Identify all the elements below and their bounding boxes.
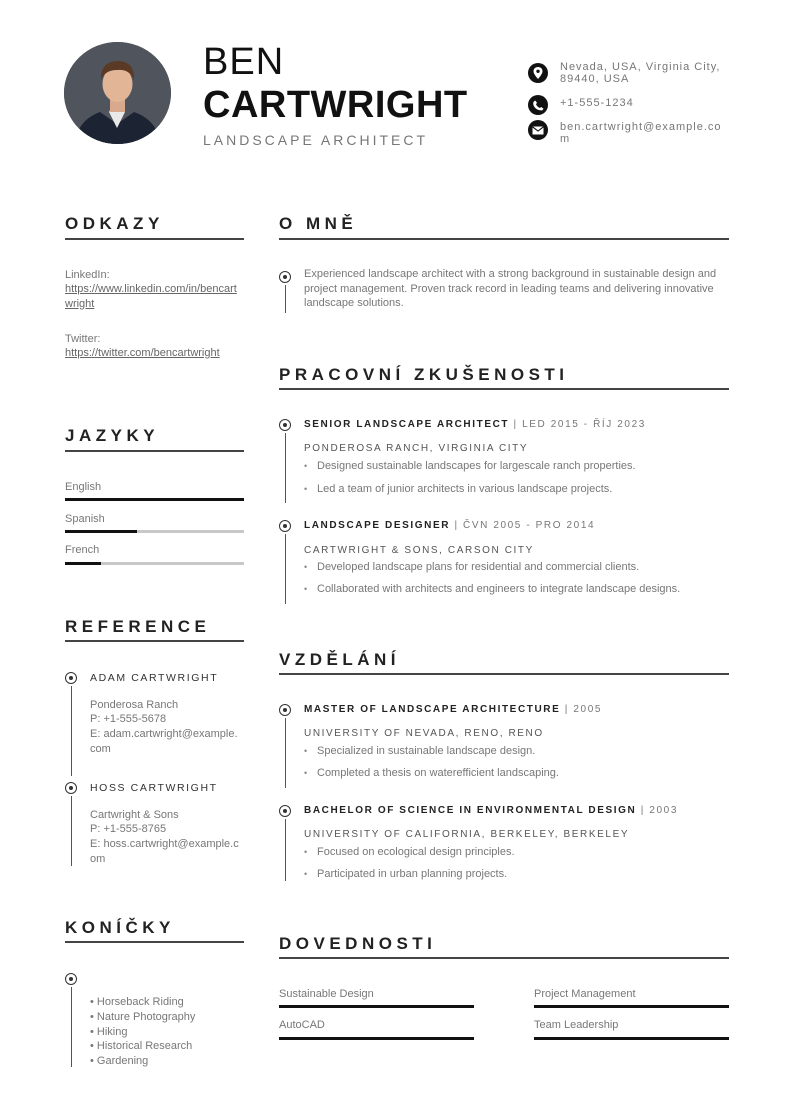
hobby-label: Hiking xyxy=(96,1026,128,1038)
skill-name: Project Management xyxy=(534,988,636,1000)
education-bullet: • Completed a thesis on waterefficient landscaping. xyxy=(317,766,559,780)
timeline-dot-icon xyxy=(279,520,291,532)
timeline-dot-icon xyxy=(65,973,77,985)
timeline-dot-icon xyxy=(279,271,291,283)
address-text: Nevada, USA, Virginia City, 89440, USA xyxy=(560,61,721,85)
job-role: SENIOR LANDSCAPE ARCHITECT xyxy=(304,419,510,430)
links-divider xyxy=(65,238,244,240)
languages-section-title: JAZYKY xyxy=(65,426,160,445)
language-bar-fill xyxy=(65,498,244,501)
skill-bar-fill xyxy=(279,1037,474,1040)
hobby-label: Horseback Riding xyxy=(96,996,184,1008)
language-name: Spanish xyxy=(65,513,105,525)
degree-year: 2005 xyxy=(573,704,603,715)
reference-phone: P: +1-555-8765 xyxy=(90,823,167,835)
profile-photo-image xyxy=(64,42,171,144)
contact-phone xyxy=(528,93,730,115)
skill-name: AutoCAD xyxy=(279,1019,325,1031)
hobby-label: Gardening xyxy=(96,1055,149,1067)
experience-bullet: • Developed landscape plans for residential and commercial clients. xyxy=(317,560,639,574)
timeline-line xyxy=(71,796,72,866)
timeline-line xyxy=(285,285,286,313)
experience-bullet: • Led a team of junior architects in various landscape projects. xyxy=(317,482,612,496)
skill-name: Team Leadership xyxy=(534,1019,619,1031)
skill-name: Sustainable Design xyxy=(279,988,374,1000)
education-bullet: • Participated in urban planning projects. xyxy=(317,867,507,881)
location-pin-icon xyxy=(528,63,548,83)
timeline-line xyxy=(285,534,286,604)
language-bar-fill xyxy=(65,530,137,533)
reference-email: E: hoss.cartwright@example.com xyxy=(90,838,239,865)
education-bullet: • Focused on ecological design principles. xyxy=(317,845,515,859)
job-dates: ČVN 2005 - PRO 2014 xyxy=(463,520,596,531)
education-bullet: • Specialized in sustainable landscape design. xyxy=(317,744,535,758)
hobbies-divider xyxy=(65,941,244,943)
education-heading: BACHELOR OF SCIENCE IN ENVIRONMENTAL DESIGN | 2003 xyxy=(304,805,678,816)
contact-email[interactable] xyxy=(528,118,730,145)
phone-text: +1-555-1234 xyxy=(560,97,634,109)
email-text[interactable]: ben.cartwright@example.com xyxy=(560,121,722,145)
contact-address xyxy=(528,61,730,85)
experience-heading: LANDSCAPE DESIGNER | ČVN 2005 - PRO 2014 xyxy=(304,520,596,531)
timeline-line xyxy=(285,819,286,881)
about-divider xyxy=(279,238,729,240)
reference-name: ADAM CARTWRIGHT xyxy=(90,672,219,684)
reference-email: E: adam.cartwright@example.com xyxy=(90,728,238,755)
hobby-item: • Horseback Riding xyxy=(90,996,184,1008)
reference-company: Ponderosa Ranch xyxy=(90,699,179,711)
links-section-title: ODKAZY xyxy=(65,214,164,233)
job-title: LANDSCAPE ARCHITECT xyxy=(203,132,429,148)
references-section-title: REFERENCE xyxy=(65,617,211,636)
linkedin-label: LinkedIn: xyxy=(65,269,110,281)
first-name: BEN xyxy=(203,41,285,83)
experience-company: CARTWRIGHT & SONS, CARSON CITY xyxy=(304,545,534,556)
education-school: UNIVERSITY OF CALIFORNIA, BERKELEY, BERKELEY xyxy=(304,829,630,840)
experience-heading: SENIOR LANDSCAPE ARCHITECT | LED 2015 - ŘÍJ 2023 xyxy=(304,419,646,430)
skills-section-title: DOVEDNOSTI xyxy=(279,934,437,953)
job-dates: LED 2015 - ŘÍJ 2023 xyxy=(522,419,646,430)
degree-year: 2003 xyxy=(649,805,678,816)
timeline-line xyxy=(71,987,72,1067)
education-section-title: VZDĚLÁNÍ xyxy=(279,650,400,669)
experience-bullet: • Designed sustainable landscapes for largescale ranch properties. xyxy=(317,459,636,473)
degree-title: MASTER OF LANDSCAPE ARCHITECTURE xyxy=(304,704,561,715)
languages-divider xyxy=(65,450,244,452)
hobbies-section-title: KONÍČKY xyxy=(65,918,175,937)
job-role: LANDSCAPE DESIGNER xyxy=(304,520,451,531)
timeline-line xyxy=(71,686,72,776)
linkedin-link[interactable]: https://www.linkedin.com/in/bencartwright xyxy=(65,283,237,310)
timeline-line xyxy=(285,433,286,503)
education-divider xyxy=(279,673,729,675)
about-text: Experienced landscape architect with a strong background in sustainable design and project management. Proven track record in leading teams and delivering innovative landscape solutions. xyxy=(304,268,717,309)
twitter-link[interactable]: https://twitter.com/bencartwright xyxy=(65,347,220,359)
timeline-dot-icon xyxy=(279,805,291,817)
reference-phone: P: +1-555-5678 xyxy=(90,713,167,725)
phone-icon xyxy=(528,95,548,115)
language-name: French xyxy=(65,544,100,556)
hobby-item: • Gardening xyxy=(90,1055,149,1067)
about-section-title: O MNĚ xyxy=(279,214,358,233)
envelope-icon xyxy=(528,120,548,140)
skill-bar-fill xyxy=(279,1005,474,1008)
hobby-label: Historical Research xyxy=(96,1040,193,1052)
reference-company: Cartwright & Sons xyxy=(90,809,179,821)
timeline-line xyxy=(285,718,286,788)
timeline-dot-icon xyxy=(65,672,77,684)
experience-company: PONDEROSA RANCH, VIRGINIA CITY xyxy=(304,443,529,454)
reference-name: HOSS CARTWRIGHT xyxy=(90,782,218,794)
experience-divider xyxy=(279,388,729,390)
profile-photo xyxy=(64,42,171,144)
references-divider xyxy=(65,640,244,642)
last-name: CARTWRIGHT xyxy=(203,84,468,126)
timeline-dot-icon xyxy=(279,704,291,716)
hobby-label: Nature Photography xyxy=(96,1011,196,1023)
hobby-item: • Historical Research xyxy=(90,1040,193,1052)
education-school: UNIVERSITY OF NEVADA, RENO, RENO xyxy=(304,728,544,739)
hobby-item: • Hiking xyxy=(90,1026,128,1038)
skill-bar-fill xyxy=(534,1005,729,1008)
skill-bar-fill xyxy=(534,1037,729,1040)
timeline-dot-icon xyxy=(65,782,77,794)
skills-divider xyxy=(279,957,729,959)
hobby-item: • Nature Photography xyxy=(90,1011,196,1023)
degree-title: BACHELOR OF SCIENCE IN ENVIRONMENTAL DESIGN xyxy=(304,805,637,816)
language-name: English xyxy=(65,481,102,493)
experience-bullet: • Collaborated with architects and engineers to integrate landscape designs. xyxy=(317,582,680,596)
timeline-dot-icon xyxy=(279,419,291,431)
language-bar-fill xyxy=(65,562,101,565)
twitter-label: Twitter: xyxy=(65,333,101,345)
experience-section-title: PRACOVNÍ ZKUŠENOSTI xyxy=(279,365,569,384)
education-heading: MASTER OF LANDSCAPE ARCHITECTURE | 2005 xyxy=(304,704,603,715)
